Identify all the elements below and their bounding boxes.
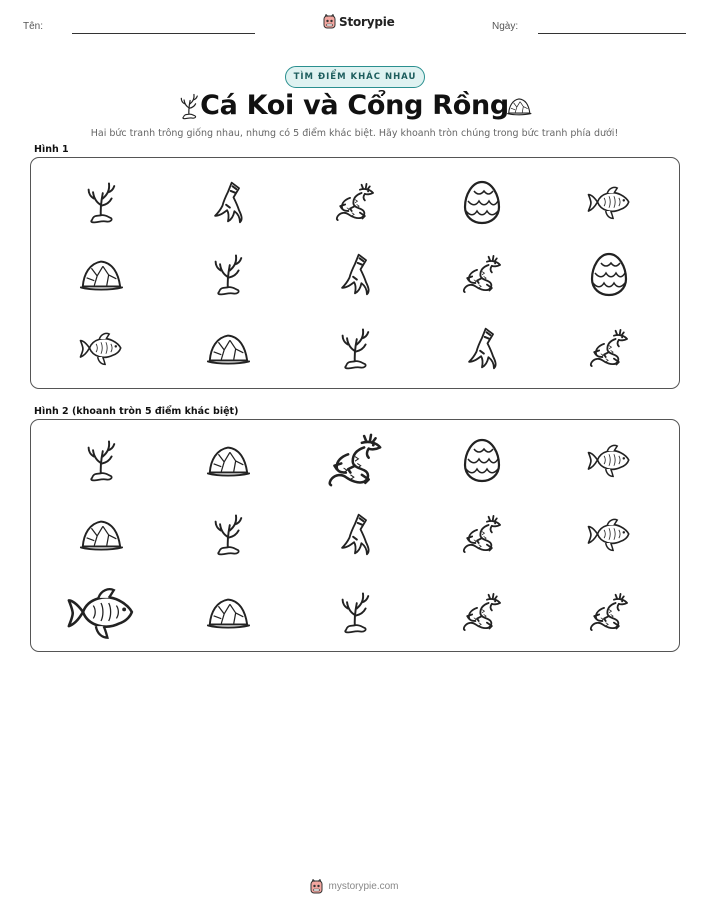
dragon-egg-icon[interactable]	[442, 428, 522, 492]
name-label: Tên:	[23, 21, 44, 32]
date-label: Ngày:	[492, 21, 519, 32]
koi-fish-icon[interactable]	[569, 502, 649, 566]
dragon-icon[interactable]	[315, 428, 395, 492]
rock-icon[interactable]	[188, 428, 268, 492]
dragon-icon	[569, 316, 649, 380]
koi-fish-icon	[569, 170, 649, 234]
storypie-mascot-icon	[323, 14, 336, 29]
title-rock-icon	[506, 95, 532, 121]
instructions-text: Hai bức tranh trông giống nhau, nhưng có 5 điểm khác biệt. Hãy khoanh tròn chúng trong bức tranh phía dưới!	[90, 128, 619, 139]
dragon-icon[interactable]	[569, 580, 649, 644]
rock-icon	[61, 242, 141, 306]
rock-icon[interactable]	[188, 580, 268, 644]
dragon-egg-icon	[569, 242, 649, 306]
activity-badge: TÌM ĐIỂM KHÁC NHAU	[285, 66, 425, 88]
claw-icon	[442, 316, 522, 380]
panel-1-label: Hình 1	[34, 144, 69, 155]
date-line[interactable]	[538, 33, 686, 34]
dragon-icon	[442, 242, 522, 306]
rock-icon	[188, 316, 268, 380]
coral-icon[interactable]	[315, 580, 395, 644]
koi-fish-icon	[61, 316, 141, 380]
coral-icon	[315, 316, 395, 380]
coral-icon[interactable]	[61, 428, 141, 492]
brand-name: Storypie	[339, 14, 395, 29]
claw-icon	[188, 170, 268, 234]
footer	[0, 879, 709, 894]
coral-icon	[188, 242, 268, 306]
claw-icon[interactable]	[315, 502, 395, 566]
claw-icon	[315, 242, 395, 306]
dragon-icon[interactable]	[442, 580, 522, 644]
panel-2-label: Hình 2 (khoanh tròn 5 điểm khác biệt)	[34, 406, 239, 417]
rock-icon[interactable]	[61, 502, 141, 566]
storypie-footer-icon	[310, 879, 323, 894]
page-title: Cá Koi và Cổng Rồng	[200, 90, 509, 121]
koi-fish-icon[interactable]	[569, 428, 649, 492]
coral-icon	[61, 170, 141, 234]
footer-url[interactable]: mystorypie.com	[328, 881, 399, 892]
coral-icon[interactable]	[188, 502, 268, 566]
picture-1-panel	[30, 157, 680, 389]
brand-logo	[323, 14, 395, 29]
dragon-icon[interactable]	[442, 502, 522, 566]
dragon-egg-icon	[442, 170, 522, 234]
picture-2-panel[interactable]	[30, 419, 680, 652]
dragon-icon	[315, 170, 395, 234]
name-line[interactable]	[72, 33, 255, 34]
koi-fish-icon[interactable]	[61, 580, 141, 644]
